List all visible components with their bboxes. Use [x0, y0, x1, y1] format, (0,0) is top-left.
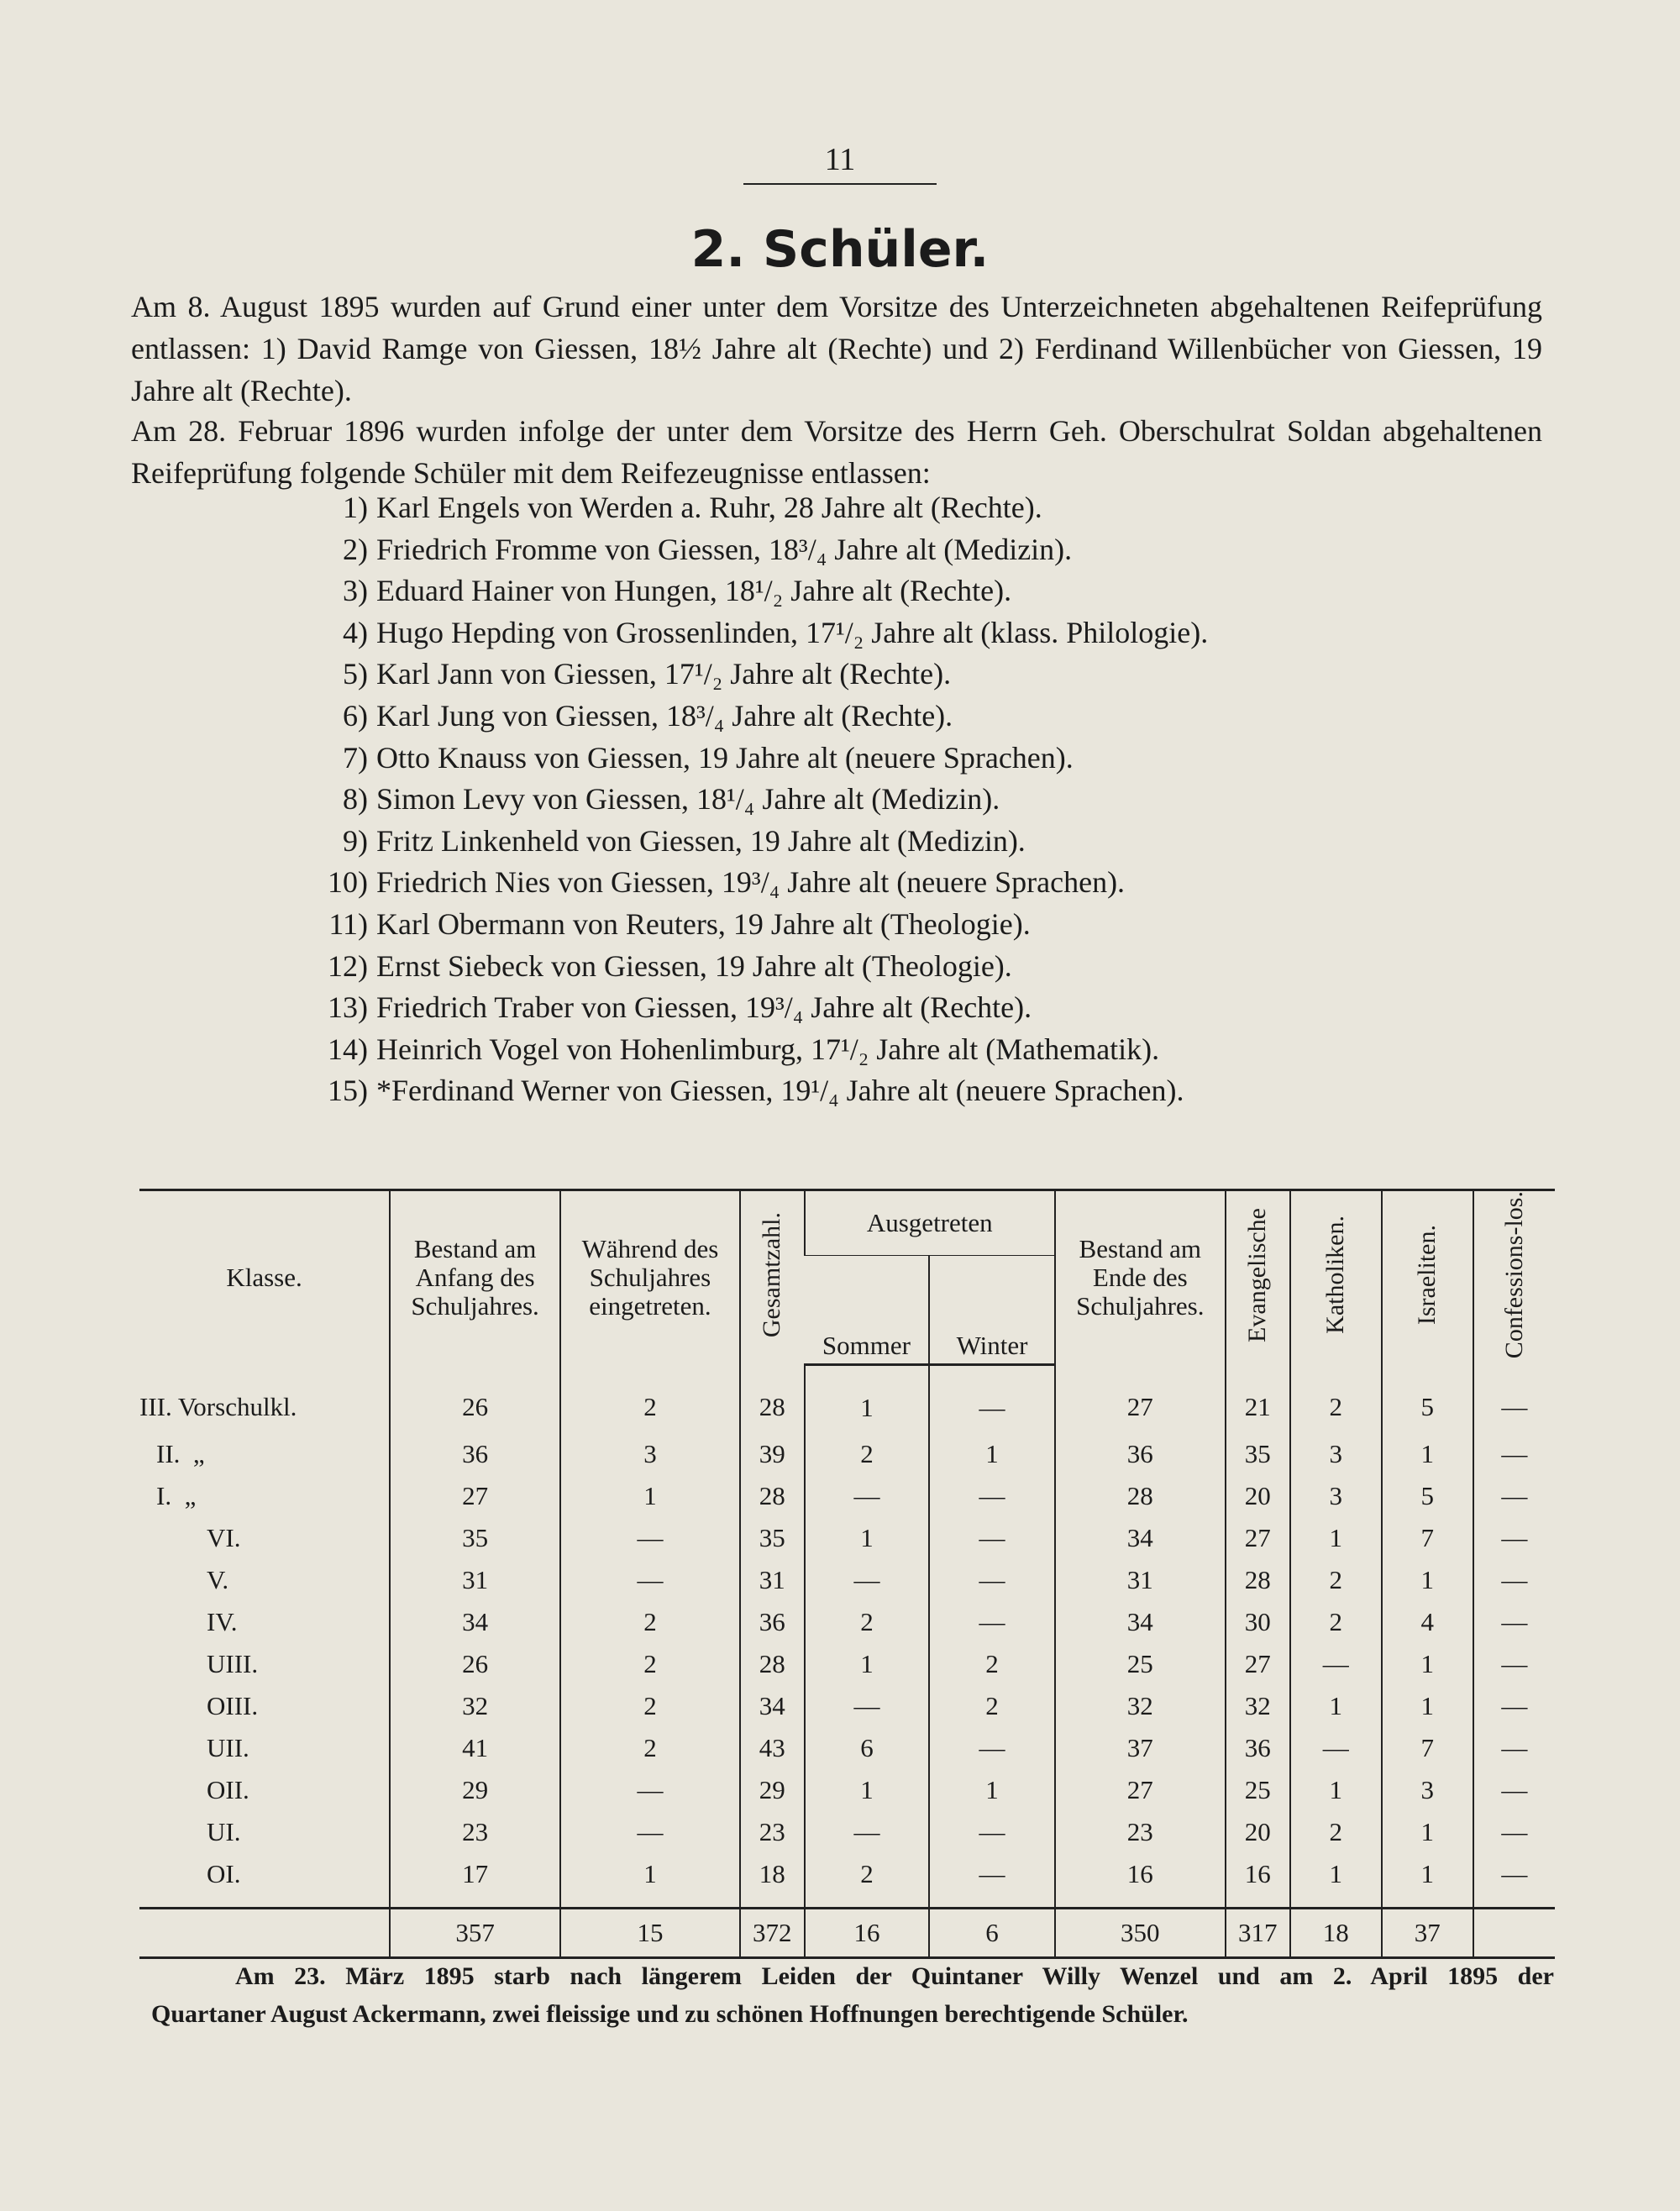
cell-bestand-ende: 23	[1055, 1811, 1226, 1853]
cell-klasse: IV.	[207, 1606, 238, 1636]
graduate-number: 12)	[328, 948, 368, 983]
graduate-item	[319, 904, 1208, 946]
graduate-number: 3)	[343, 574, 368, 608]
cell-evangelische: 28	[1226, 1559, 1290, 1601]
cell-gesamtzahl: 31	[740, 1559, 805, 1601]
cell-gesamtzahl: 43	[740, 1727, 805, 1769]
cell-sommer: —	[805, 1559, 930, 1601]
header-bestand-anfang: Bestand am Anfang des Schuljahres.	[390, 1190, 560, 1365]
table-row	[139, 1727, 1555, 1769]
graduate-item	[319, 612, 1208, 654]
cell-confessionslos: —	[1473, 1559, 1555, 1601]
total-confessionslos	[1473, 1908, 1555, 1957]
cell-eingetreten: 2	[560, 1727, 740, 1769]
cell-sommer: 2	[805, 1601, 930, 1643]
cell-confessionslos: —	[1473, 1475, 1555, 1517]
table-row	[139, 1643, 1555, 1685]
total-eingetreten: 15	[560, 1908, 740, 1957]
cell-klasse: V.	[207, 1564, 229, 1594]
total-winter: 6	[929, 1908, 1055, 1957]
cell-gesamtzahl: 23	[740, 1811, 805, 1853]
cell-eingetreten: 2	[560, 1685, 740, 1727]
cell-katholiken: —	[1290, 1727, 1382, 1769]
cell-bestand-anfang: 31	[390, 1559, 560, 1601]
total-bestand-ende: 350	[1055, 1908, 1226, 1957]
cell-eingetreten: —	[560, 1769, 740, 1811]
cell-confessionslos: —	[1473, 1601, 1555, 1643]
graduate-text: Friedrich Fromme von Giessen, 18³/₄ Jahre alt (Medizin).	[376, 532, 1073, 566]
cell-bestand-ende: 16	[1055, 1853, 1226, 1909]
header-winter: Winter	[929, 1256, 1055, 1364]
cell-katholiken: 3	[1290, 1433, 1382, 1475]
total-katholiken: 18	[1290, 1908, 1382, 1957]
cell-evangelische: 20	[1226, 1811, 1290, 1853]
cell-klasse: UI.	[207, 1816, 241, 1846]
cell-bestand-ende: 34	[1055, 1517, 1226, 1559]
cell-sommer: —	[805, 1475, 930, 1517]
paragraph-reifepruefung-februar: Am 28. Februar 1896 wurden infolge der unter dem Vorsitze des Herrn Geh. Oberschulrat Soldan abgehaltenen Reifeprüfung folgende Schüler mit dem Reifezeugnisse entlassen:	[131, 414, 1542, 490]
cell-confessionslos: —	[1473, 1517, 1555, 1559]
cell-evangelische: 25	[1226, 1769, 1290, 1811]
cell-bestand-anfang: 26	[390, 1364, 560, 1433]
graduate-number: 2)	[343, 532, 368, 566]
cell-eingetreten: —	[560, 1811, 740, 1853]
cell-winter: —	[929, 1811, 1055, 1853]
header-ausgetreten: Ausgetreten	[805, 1190, 1055, 1256]
cell-bestand-anfang: 41	[390, 1727, 560, 1769]
graduate-text: Eduard Hainer von Hungen, 18¹/₂ Jahre alt (Rechte).	[376, 574, 1012, 608]
graduate-number: 1)	[343, 491, 368, 524]
cell-klasse: III. Vorschulkl.	[139, 1391, 297, 1421]
cell-confessionslos: —	[1473, 1643, 1555, 1685]
cell-sommer: —	[805, 1811, 930, 1853]
cell-sommer: —	[805, 1685, 930, 1727]
cell-israeliten: 1	[1382, 1685, 1473, 1727]
cell-katholiken: 1	[1290, 1769, 1382, 1811]
cell-bestand-ende: 25	[1055, 1643, 1226, 1685]
cell-bestand-anfang: 26	[390, 1643, 560, 1685]
total-bestand-anfang: 357	[390, 1908, 560, 1957]
cell-sommer: 1	[805, 1517, 930, 1559]
cell-gesamtzahl: 18	[740, 1853, 805, 1909]
cell-katholiken: 3	[1290, 1475, 1382, 1517]
graduate-number: 10)	[328, 865, 368, 900]
graduate-item	[319, 570, 1208, 612]
cell-katholiken: 2	[1290, 1559, 1382, 1601]
page-number-rule	[743, 183, 937, 185]
graduate-text: Karl Jung von Giessen, 18³/₄ Jahre alt (Rechte).	[376, 698, 953, 733]
cell-israeliten: 1	[1382, 1643, 1473, 1685]
cell-winter: 2	[929, 1643, 1055, 1685]
table-row	[139, 1853, 1555, 1909]
graduate-text: Fritz Linkenheld von Giessen, 19 Jahre alt (Medizin).	[376, 823, 1026, 858]
cell-bestand-ende: 36	[1055, 1433, 1226, 1475]
graduate-item	[319, 1029, 1208, 1071]
header-bestand-ende: Bestand am Ende des Schuljahres.	[1055, 1190, 1226, 1365]
graduate-item	[319, 946, 1208, 988]
table-body	[139, 1364, 1555, 1908]
graduate-text: *Ferdinand Werner von Giessen, 19¹/₄ Jahre alt (neuere Sprachen).	[376, 1074, 1184, 1108]
cell-bestand-anfang: 32	[390, 1685, 560, 1727]
cell-bestand-ende: 34	[1055, 1601, 1226, 1643]
cell-klasse: UIII.	[207, 1648, 259, 1678]
cell-eingetreten: 1	[560, 1475, 740, 1517]
table-row	[139, 1364, 1555, 1433]
graduate-text: Karl Jann von Giessen, 17¹/₂ Jahre alt (Rechte).	[376, 657, 952, 691]
graduate-text: Friedrich Nies von Giessen, 19³/₄ Jahre alt (neuere Sprachen).	[376, 865, 1126, 900]
cell-evangelische: 21	[1226, 1364, 1290, 1433]
cell-israeliten: 1	[1382, 1433, 1473, 1475]
cell-bestand-anfang: 36	[390, 1433, 560, 1475]
cell-evangelische: 16	[1226, 1853, 1290, 1909]
cell-eingetreten: —	[560, 1517, 740, 1559]
cell-bestand-ende: 27	[1055, 1364, 1226, 1433]
graduate-number: 11)	[328, 906, 368, 941]
graduate-number: 13)	[328, 990, 368, 1025]
cell-confessionslos: —	[1473, 1364, 1555, 1433]
cell-winter: 1	[929, 1769, 1055, 1811]
cell-israeliten: 4	[1382, 1601, 1473, 1643]
cell-evangelische: 35	[1226, 1433, 1290, 1475]
cell-katholiken: 2	[1290, 1811, 1382, 1853]
cell-israeliten: 5	[1382, 1364, 1473, 1433]
table-row	[139, 1475, 1555, 1517]
total-evangelische: 317	[1226, 1908, 1290, 1957]
graduate-item	[319, 862, 1208, 904]
cell-klasse: I. „	[156, 1480, 197, 1510]
cell-winter: —	[929, 1475, 1055, 1517]
cell-confessionslos: —	[1473, 1811, 1555, 1853]
section-heading: 2. Schüler.	[690, 220, 990, 279]
cell-winter: —	[929, 1364, 1055, 1433]
cell-winter: —	[929, 1727, 1055, 1769]
cell-klasse: VI.	[207, 1522, 241, 1552]
total-sommer: 16	[805, 1908, 930, 1957]
cell-sommer: 2	[805, 1433, 930, 1475]
graduate-text: Karl Obermann von Reuters, 19 Jahre alt (Theologie).	[376, 906, 1031, 941]
graduate-text: Hugo Hepding von Grossenlinden, 17¹/₂ Jahre alt (klass. Philologie).	[376, 615, 1209, 649]
cell-evangelische: 27	[1226, 1643, 1290, 1685]
cell-eingetreten: 1	[560, 1853, 740, 1909]
graduate-text: Simon Levy von Giessen, 18¹/₄ Jahre alt (Medizin).	[376, 782, 1000, 817]
cell-sommer: 1	[805, 1643, 930, 1685]
cell-confessionslos: —	[1473, 1433, 1555, 1475]
graduate-number: 7)	[343, 740, 368, 775]
totals-row	[139, 1908, 1555, 1957]
header-katholiken: Katholiken.	[1290, 1190, 1382, 1365]
cell-eingetreten: —	[560, 1559, 740, 1601]
graduate-text: Karl Engels von Werden a. Ruhr, 28 Jahre alt (Rechte).	[376, 491, 1042, 524]
cell-israeliten: 7	[1382, 1517, 1473, 1559]
cell-evangelische: 36	[1226, 1727, 1290, 1769]
cell-bestand-anfang: 17	[390, 1853, 560, 1909]
graduate-item	[319, 738, 1208, 780]
cell-bestand-anfang: 29	[390, 1769, 560, 1811]
table-row	[139, 1769, 1555, 1811]
cell-sommer: 6	[805, 1727, 930, 1769]
cell-gesamtzahl: 35	[740, 1517, 805, 1559]
cell-evangelische: 20	[1226, 1475, 1290, 1517]
obituary-note-line-2: Quartaner August Ackermann, zwei fleissige und zu schönen Hoffnungen berechtigende Schüler.	[151, 2000, 1189, 2028]
student-statistics-table	[139, 1189, 1555, 1959]
cell-bestand-anfang: 35	[390, 1517, 560, 1559]
header-evangelische: Evangelische	[1226, 1190, 1290, 1365]
obituary-note-line-1: Am 23. März 1895 starb nach längerem Leiden der Quintaner Willy Wenzel und am 2. April 1895 der	[235, 1962, 1554, 1990]
cell-gesamtzahl: 29	[740, 1769, 805, 1811]
graduate-item	[319, 987, 1208, 1029]
paragraph-reifepruefung-august: Am 8. August 1895 wurden auf Grund einer unter dem Vorsitze des Unterzeichneten abgehaltenen Reifeprüfung entlassen: 1) David Ramge von Giessen, 18½ Jahre alt (Rechte) und 2) Ferdinand Willenbücher von Giessen, 19 Jahre alt (Rechte).	[131, 290, 1542, 407]
table-row	[139, 1559, 1555, 1601]
graduate-number: 4)	[343, 615, 368, 649]
cell-israeliten: 1	[1382, 1559, 1473, 1601]
graduate-number: 9)	[343, 823, 368, 858]
header-eingetreten: Während des Schuljahres eingetreten.	[560, 1190, 740, 1365]
graduate-number: 8)	[343, 782, 368, 817]
cell-evangelische: 32	[1226, 1685, 1290, 1727]
graduate-item	[319, 529, 1208, 571]
cell-israeliten: 5	[1382, 1475, 1473, 1517]
cell-confessionslos: —	[1473, 1769, 1555, 1811]
cell-gesamtzahl: 36	[740, 1601, 805, 1643]
cell-israeliten: 1	[1382, 1811, 1473, 1853]
cell-klasse: OIII.	[207, 1690, 259, 1720]
cell-winter: —	[929, 1853, 1055, 1909]
table-row	[139, 1601, 1555, 1643]
cell-gesamtzahl: 39	[740, 1433, 805, 1475]
table-row	[139, 1433, 1555, 1475]
page-number: 11	[824, 142, 856, 177]
cell-klasse: OI.	[207, 1858, 241, 1888]
total-klasse	[139, 1908, 390, 1957]
cell-confessionslos: —	[1473, 1685, 1555, 1727]
cell-evangelische: 27	[1226, 1517, 1290, 1559]
cell-bestand-ende: 27	[1055, 1769, 1226, 1811]
cell-sommer: 1	[805, 1364, 930, 1433]
cell-evangelische: 30	[1226, 1601, 1290, 1643]
graduate-item	[319, 696, 1208, 738]
cell-bestand-anfang: 34	[390, 1601, 560, 1643]
cell-katholiken: 2	[1290, 1364, 1382, 1433]
cell-israeliten: 1	[1382, 1853, 1473, 1909]
graduate-item	[319, 487, 1208, 529]
cell-eingetreten: 2	[560, 1601, 740, 1643]
cell-katholiken: 1	[1290, 1853, 1382, 1909]
graduates-list	[319, 487, 1208, 1112]
graduate-number: 6)	[343, 698, 368, 733]
cell-gesamtzahl: 34	[740, 1685, 805, 1727]
cell-bestand-anfang: 27	[390, 1475, 560, 1517]
cell-winter: —	[929, 1601, 1055, 1643]
cell-eingetreten: 3	[560, 1433, 740, 1475]
graduate-item	[319, 821, 1208, 863]
cell-bestand-ende: 32	[1055, 1685, 1226, 1727]
graduate-item	[319, 1070, 1208, 1112]
cell-katholiken: —	[1290, 1643, 1382, 1685]
cell-winter: —	[929, 1559, 1055, 1601]
cell-sommer: 1	[805, 1769, 930, 1811]
table-row	[139, 1517, 1555, 1559]
cell-confessionslos: —	[1473, 1853, 1555, 1909]
cell-bestand-anfang: 23	[390, 1811, 560, 1853]
graduate-text: Otto Knauss von Giessen, 19 Jahre alt (neuere Sprachen).	[376, 740, 1074, 775]
cell-bestand-ende: 28	[1055, 1475, 1226, 1517]
cell-gesamtzahl: 28	[740, 1475, 805, 1517]
graduate-item	[319, 654, 1208, 696]
graduate-text: Heinrich Vogel von Hohenlimburg, 17¹/₂ Jahre alt (Mathematik).	[376, 1032, 1160, 1066]
cell-israeliten: 3	[1382, 1769, 1473, 1811]
cell-confessionslos: —	[1473, 1727, 1555, 1769]
cell-winter: 1	[929, 1433, 1055, 1475]
cell-sommer: 2	[805, 1853, 930, 1909]
cell-katholiken: 1	[1290, 1685, 1382, 1727]
graduate-text: Friedrich Traber von Giessen, 19³/₄ Jahre alt (Rechte).	[376, 990, 1032, 1025]
cell-gesamtzahl: 28	[740, 1643, 805, 1685]
table-row	[139, 1685, 1555, 1727]
cell-klasse: II. „	[156, 1438, 205, 1468]
cell-katholiken: 2	[1290, 1601, 1382, 1643]
graduate-number: 5)	[343, 657, 368, 691]
total-gesamtzahl: 372	[740, 1908, 805, 1957]
header-israeliten: Israeliten.	[1382, 1190, 1473, 1365]
graduate-item	[319, 779, 1208, 821]
cell-israeliten: 7	[1382, 1727, 1473, 1769]
cell-klasse: UII.	[207, 1732, 249, 1762]
graduate-text: Ernst Siebeck von Giessen, 19 Jahre alt (Theologie).	[376, 948, 1012, 983]
total-israeliten: 37	[1382, 1908, 1473, 1957]
cell-katholiken: 1	[1290, 1517, 1382, 1559]
table-row	[139, 1811, 1555, 1853]
cell-winter: —	[929, 1517, 1055, 1559]
cell-bestand-ende: 37	[1055, 1727, 1226, 1769]
obituary-note	[151, 1957, 1554, 2033]
header-confessionslos: Confessions-los.	[1473, 1190, 1555, 1365]
header-klasse: Klasse.	[139, 1190, 390, 1365]
graduate-number: 15)	[328, 1074, 368, 1108]
header-gesamtzahl: Gesamtzahl.	[740, 1190, 805, 1365]
header-sommer: Sommer	[805, 1256, 930, 1364]
cell-eingetreten: 2	[560, 1643, 740, 1685]
cell-gesamtzahl: 28	[740, 1364, 805, 1433]
cell-bestand-ende: 31	[1055, 1559, 1226, 1601]
cell-eingetreten: 2	[560, 1364, 740, 1433]
cell-winter: 2	[929, 1685, 1055, 1727]
cell-klasse: OII.	[207, 1774, 249, 1804]
graduate-number: 14)	[328, 1032, 368, 1066]
